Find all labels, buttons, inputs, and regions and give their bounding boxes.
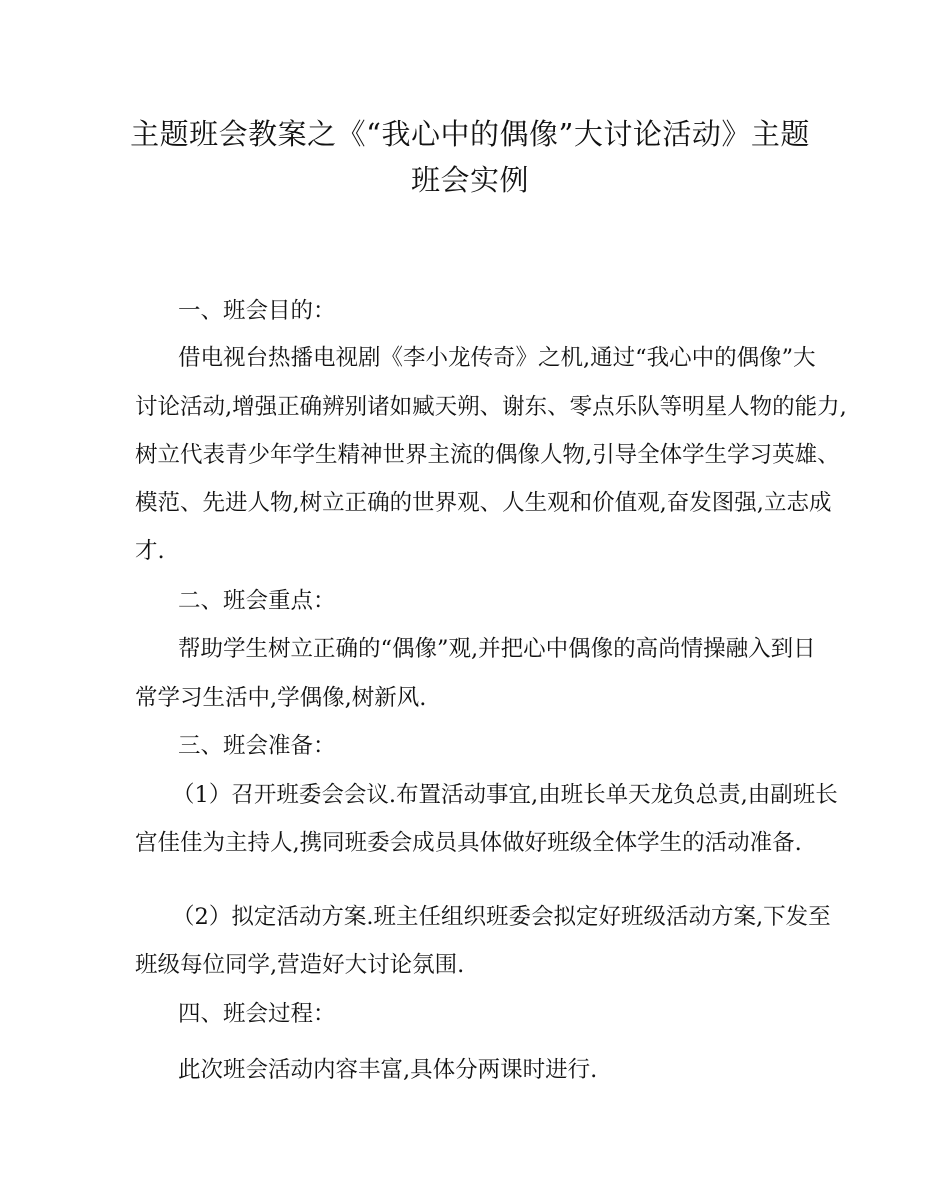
document-title-line-2: 班会实例 [410,163,529,197]
paragraph-line: （1）召开班委会会议.布置活动事宜,由班长单天龙负总责,由副班长 [172,782,838,808]
section-heading-preparation: 三、班会准备： [178,733,336,759]
paragraph-line: 才. [135,538,165,564]
paragraph-line: 常学习生活中,学偶像,树新风. [135,685,427,711]
paragraph-line: 模范、先进人物,树立正确的世界观、人生观和价值观,奋发图强,立志成 [135,490,832,516]
paragraph-line: 借电视台热播电视剧《李小龙传奇》之机,通过“我心中的偶像”大 [178,345,816,371]
document-title-line-1: 主题班会教案之《“我心中的偶像”大讨论活动》主题 [130,117,810,151]
paragraph-line: （2）拟定活动方案.班主任组织班委会拟定好班级活动方案,下发至 [172,904,831,930]
paragraph-line: 此次班会活动内容丰富,具体分两课时进行. [178,1057,598,1083]
section-heading-process: 四、班会过程： [178,1001,336,1027]
paragraph-line: 讨论活动,增强正确辨别诸如臧天朔、谢东、零点乐队等明星人物的能力, [135,394,847,420]
paragraph-line: 帮助学生树立正确的“偶像”观,并把心中偶像的高尚情操融入到日 [178,636,816,662]
paragraph-line: 宫佳佳为主持人,携同班委会成员具体做好班级全体学生的活动准备. [135,830,802,856]
section-heading-purpose: 一、班会目的： [178,298,336,324]
paragraph-line: 班级每位同学,营造好大讨论氛围. [135,952,465,978]
paragraph-line: 树立代表青少年学生精神世界主流的偶像人物,引导全体学生学习英雄、 [135,442,840,468]
section-heading-focus: 二、班会重点： [178,588,336,614]
